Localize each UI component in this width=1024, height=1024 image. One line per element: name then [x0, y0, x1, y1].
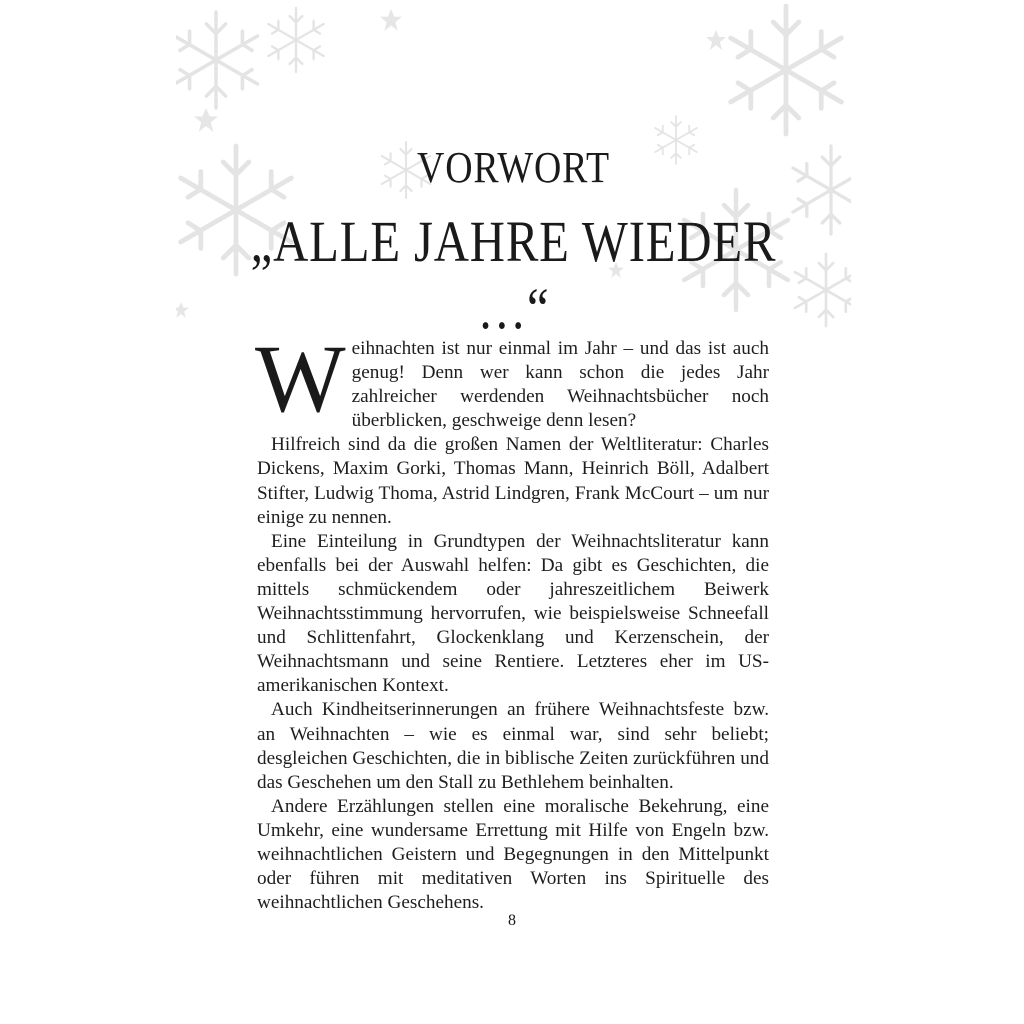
paragraph-3: Eine Einteilung in Grundtypen der Weihnachtsliteratur kann ebenfalls bei der Auswahl helfen: Da gibt es Geschichten, die mittels schmückendem oder jahreszeitlichem Beiwerk Weihnachtsstimmung hervorrufen, wie beispielsweise Schneefall und Schlittenfahrt, Glockenklang und Kerzenschein, der Weihnachtsmann und seine Rentiere. Letzteres eher im US-amerikanischen Kontext. [257, 530, 769, 697]
paragraph-2: Hilfreich sind da die großen Namen der Weltliteratur: Charles Dickens, Maxim Gorki, Thomas Mann, Heinrich Böll, Adalbert Stifter, Ludwig Thoma, Astrid Lindgren, Frank McCourt – um nur einige zu nennen. [257, 434, 769, 528]
paragraph-5: Andere Erzählungen stellen eine moralische Bekehrung, eine Umkehr, eine wundersame Errettung mit Hilfe von Engeln bzw. weihnachtlichen Geistern und Begegnungen in den Mittelpunkt oder führen mit meditativen Worten ins Spirituelle des weihnachtlichen Geschehens. [257, 795, 769, 914]
paragraph-1-text: eihnachten ist nur einmal im Jahr – und das ist auch genug! Denn wer kann schon die jedes Jahr zahlreicher werdenden Weihnachtsbücher noch überblicken, geschweige denn lesen? [351, 338, 769, 432]
paragraph-4: Auch Kindheitserinnerungen an frühere Weihnachtsfeste bzw. an Weihnachten – wie es einmal war, sind sehr beliebt; desgleichen Geschichten, die in biblische Zeiten zurückführen und das Geschehen um den Stall zu Bethlehem beinhalten. [257, 699, 769, 793]
drop-cap: W [255, 325, 346, 432]
page-subtitle: „ALLE JAHRE WIEDER …“ [250, 209, 777, 341]
page-number: 8 [508, 912, 516, 929]
page-title: VORWORT [417, 143, 610, 192]
body-text [255, 325, 769, 915]
paragraph-1 [255, 325, 769, 433]
